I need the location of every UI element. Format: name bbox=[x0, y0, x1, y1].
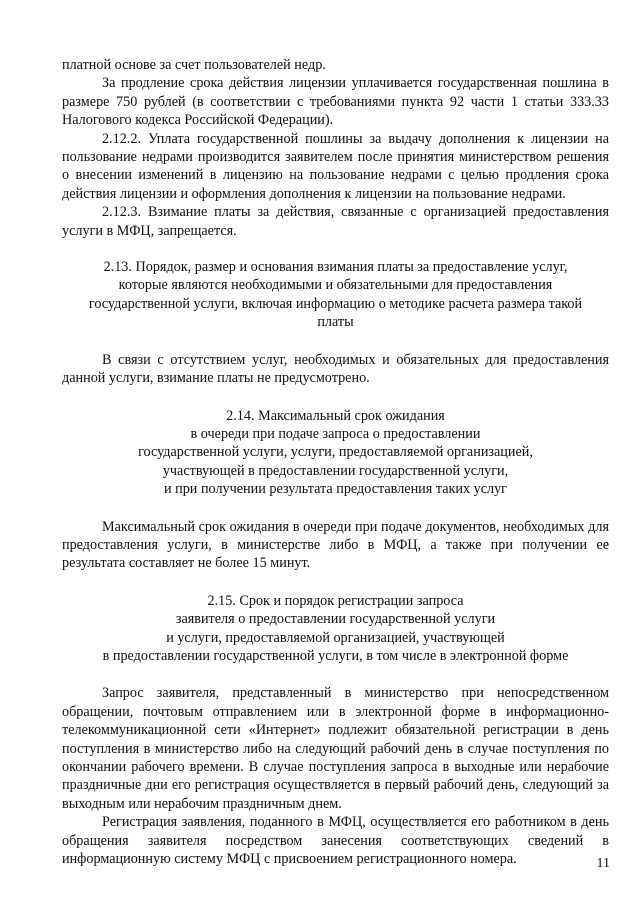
section-heading-line: и услуги, предоставляемой организацией, участвующей bbox=[166, 629, 505, 646]
body-paragraph: 2.12.2. Уплата государственной пошлины за выдачу дополнения к лицензии на пользование недрами производится заявителем после принятия министерством решения о внесении изменений в лицензию на пользование недрами с целью продления срока действия лицензии и оформления дополнения к лицензии на пользование недрами. bbox=[62, 130, 609, 202]
document-body bbox=[62, 56, 609, 868]
section-spacer bbox=[62, 332, 609, 351]
section-heading-line: и при получении результата предоставления таких услуг bbox=[163, 481, 508, 498]
section-spacer bbox=[62, 665, 609, 684]
body-paragraph: платной основе за счет пользователей недр. bbox=[62, 57, 326, 73]
section-heading-line: платы bbox=[317, 314, 354, 331]
section-spacer bbox=[62, 240, 609, 258]
section-spacer bbox=[62, 388, 609, 407]
section-heading-line: 2.14. Максимальный срок ожидания bbox=[226, 407, 445, 424]
section-heading-line: заявителя о предоставлении государственной услуги bbox=[175, 611, 496, 628]
section-heading-line: которые являются необходимыми и обязательными для предоставления bbox=[118, 277, 553, 294]
section-spacer bbox=[62, 573, 609, 592]
body-paragraph: Максимальный срок ожидания в очереди при подаче документов, необходимых для предоставления услуги, в министерстве либо в МФЦ, а также при получении ее результата составляет не более 15 минут. bbox=[62, 518, 609, 572]
body-paragraph: За продление срока действия лицензии уплачивается государственная пошлина в размере 750 рублей (в соответствии с требованиями пункта 92 части 1 статьи 333.33 Налогового кодекса Российской Федерации). bbox=[62, 75, 609, 129]
section-heading-line: в очереди при подаче запроса о предоставлении bbox=[190, 425, 481, 442]
section-heading-line: 2.13. Порядок, размер и основания взимания платы за предоставление услуг, bbox=[103, 259, 568, 276]
body-paragraph: Регистрация заявления, поданного в МФЦ, осуществляется его работником в день обращения заявителя посредством занесения соответствующих сведений в информационную систему МФЦ с присвоением регистрационного номера. bbox=[62, 814, 609, 868]
section-spacer bbox=[62, 499, 609, 518]
body-paragraph: В связи с отсутствием услуг, необходимых и обязательных для предоставления данной услуги, взимание платы не предусмотрено. bbox=[62, 351, 609, 387]
section-heading-line: в предоставлении государственной услуги, в том числе в электронной форме bbox=[102, 647, 569, 664]
body-paragraph: Запрос заявителя, представленный в министерство при непосредственном обращении, почтовым отправлением или в электронной форме в информационно-телекоммуникационной сети «Интернет» подлежит обязательной регистрации в день поступления в министерство либо на следующий рабочий день в случае поступления по окончании рабочего времени. В случае поступления запроса в выходные или нерабочие праздничные дни его регистрация осуществляется в первый рабочий день, следующий за выходным или нерабочим праздничным днем. bbox=[62, 685, 609, 812]
section-heading bbox=[62, 258, 609, 332]
page-number: 11 bbox=[596, 856, 610, 871]
body-paragraph: 2.12.3. Взимание платы за действия, связанные с организацией предоставления услуги в МФЦ, запрещается. bbox=[62, 204, 609, 239]
section-heading-line: государственной услуги, включая информацию о методике расчета размера такой bbox=[88, 295, 583, 312]
section-heading-line: 2.15. Срок и порядок регистрации запроса bbox=[207, 592, 464, 609]
section-heading bbox=[62, 592, 609, 666]
section-heading-line: государственной услуги, услуги, предоставляемой организацией, bbox=[138, 444, 533, 461]
section-heading-line: участвующей в предоставлении государственной услуги, bbox=[162, 462, 509, 479]
section-heading bbox=[62, 407, 609, 499]
